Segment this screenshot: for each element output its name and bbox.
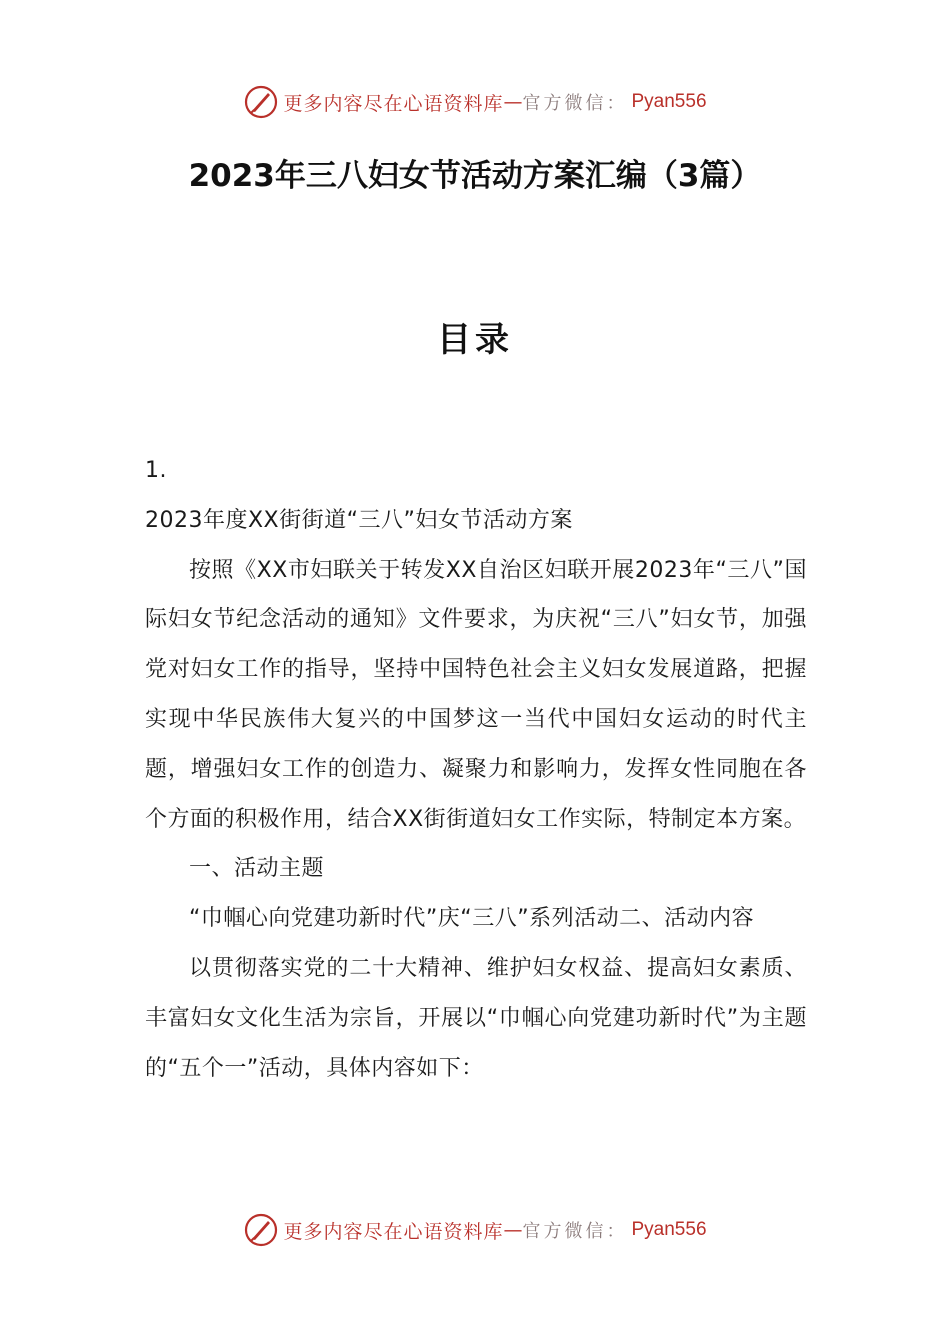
paragraph-intro: 按照《XX市妇联关于转发XX自治区妇联开展2023年“三八”国际妇女节纪念活动的通知》文件要求，为庆祝“三八”妇女节，加强党对妇女工作的指导，坚持中国特色社会主义妇女发展道路，把握实现中华民族伟大复兴的中国梦这一当代中国妇女运动的时代主题，增强妇女工作的创造力、凝聚力和影响力，发挥女性同胞在各个方面的积极作用，结合XX街街道妇女工作实际，特制定本方案。 <box>145 557 807 832</box>
banner-dash: — <box>503 1219 523 1241</box>
document-body <box>145 446 807 1093</box>
toc-item-title: 2023年度XX街街道“三八”妇女节活动方案 <box>145 507 573 533</box>
toc-heading: 目录 <box>437 320 513 360</box>
banner-gray-text: 官方微信： <box>522 1221 628 1242</box>
banner-account: Pyan556 <box>631 91 707 112</box>
paragraph-content: 以贯彻落实党的二十大精神、维护妇女权益、提高妇女素质、丰富妇女文化生活为宗旨，开展以“巾帼心向党建功新时代”为主题的“五个一”活动，具体内容如下： <box>145 955 807 1081</box>
header-banner <box>0 82 950 122</box>
quill-pen-logo-icon <box>243 84 279 120</box>
footer-banner <box>0 1210 950 1250</box>
banner-dash: — <box>503 91 523 113</box>
paragraph-theme: “巾帼心向党建功新时代”庆“三八”系列活动二、活动内容 <box>189 906 755 932</box>
banner-account: Pyan556 <box>631 1219 707 1240</box>
toc-item-number: 1. <box>145 458 167 483</box>
banner-red-text: 更多内容尽在心语资料库 <box>283 1220 504 1243</box>
quill-pen-logo-icon <box>243 1212 279 1248</box>
section-heading: 一、活动主题 <box>189 856 325 882</box>
banner-gray-text: 官方微信： <box>522 93 628 114</box>
banner-red-text: 更多内容尽在心语资料库 <box>283 92 504 115</box>
document-title: 2023年三八妇女节活动方案汇编（3篇） <box>188 158 762 194</box>
